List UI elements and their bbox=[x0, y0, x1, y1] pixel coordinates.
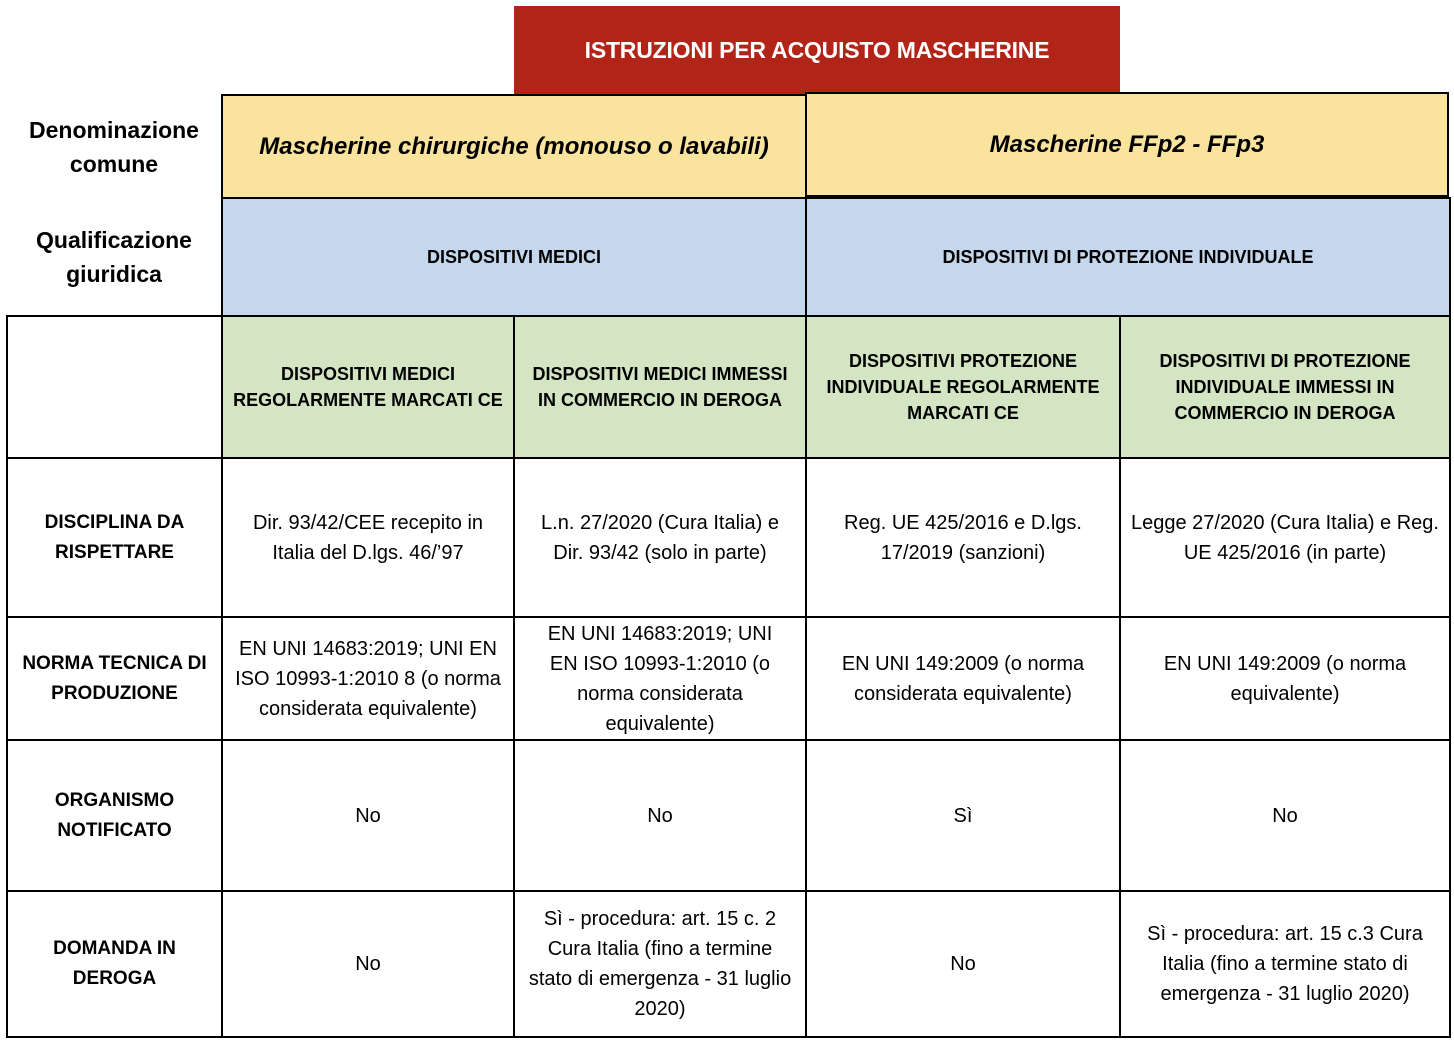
denominazione-ffp: Mascherine FFp2 - FFp3 bbox=[805, 92, 1449, 197]
table-cell: Legge 27/2020 (Cura Italia) e Reg. UE 425/2016 (in parte) bbox=[1119, 457, 1451, 618]
row-label-norma: NORMA TECNICA DI PRODUZIONE bbox=[6, 616, 223, 741]
table-cell: Sì - procedura: art. 15 c. 2 Cura Italia (fino a termine stato di emergenza - 31 luglio 2020) bbox=[513, 890, 807, 1038]
header-empty-cell bbox=[6, 315, 223, 459]
column-header-dm-deroga: DISPOSITIVI MEDICI IMMESSI IN COMMERCIO IN DEROGA bbox=[513, 315, 807, 459]
table-cell: No bbox=[221, 739, 515, 892]
row-label-domanda: DOMANDA IN DEROGA bbox=[6, 890, 223, 1038]
table-cell: No bbox=[1119, 739, 1451, 892]
qualificazione-protezione: DISPOSITIVI DI PROTEZIONE INDIVIDUALE bbox=[805, 197, 1451, 317]
table-cell: L.n. 27/2020 (Cura Italia) e Dir. 93/42 (solo in parte) bbox=[513, 457, 807, 618]
table-cell: EN UNI 149:2009 (o norma equivalente) bbox=[1119, 616, 1451, 741]
table-cell: EN UNI 14683:2019; UNI EN ISO 10993-1:2010 8 (o norma considerata equivalente) bbox=[221, 616, 515, 741]
label-qualificazione: Qualificazione giuridica bbox=[36, 227, 192, 287]
qualificazione-medici: DISPOSITIVI MEDICI bbox=[221, 197, 807, 317]
column-header-dpi-ce: DISPOSITIVI PROTEZIONE INDIVIDUALE REGOLARMENTE MARCATI CE bbox=[805, 315, 1121, 459]
table-cell: Reg. UE 425/2016 e D.lgs. 17/2019 (sanzioni) bbox=[805, 457, 1121, 618]
table-cell: Sì bbox=[805, 739, 1121, 892]
denominazione-chirurgiche: Mascherine chirurgiche (monouso o lavabili) bbox=[221, 94, 807, 199]
column-header-dpi-deroga: DISPOSITIVI DI PROTEZIONE INDIVIDUALE IMMESSI IN COMMERCIO IN DEROGA bbox=[1119, 315, 1451, 459]
table-cell: EN UNI 14683:2019; UNI EN ISO 10993-1:2010 (o norma considerata equivalente) bbox=[513, 616, 807, 741]
table-cell: EN UNI 149:2009 (o norma considerata equivalente) bbox=[805, 616, 1121, 741]
table-cell: No bbox=[513, 739, 807, 892]
row-label-disciplina: DISCIPLINA DA RISPETTARE bbox=[6, 457, 223, 618]
row-label-organismo: ORGANISMO NOTIFICATO bbox=[6, 739, 223, 892]
column-header-dm-ce: DISPOSITIVI MEDICI REGOLARMENTE MARCATI CE bbox=[221, 315, 515, 459]
table-cell: Dir. 93/42/CEE recepito in Italia del D.lgs. 46/’97 bbox=[221, 457, 515, 618]
page-title: ISTRUZIONI PER ACQUISTO MASCHERINE bbox=[514, 6, 1120, 94]
table-cell: Sì - procedura: art. 15 c.3 Cura Italia (fino a termine stato di emergenza - 31 luglio 2020) bbox=[1119, 890, 1451, 1038]
label-denominazione: Denominazione comune bbox=[29, 117, 199, 177]
table-cell: No bbox=[221, 890, 515, 1038]
table-cell: No bbox=[805, 890, 1121, 1038]
